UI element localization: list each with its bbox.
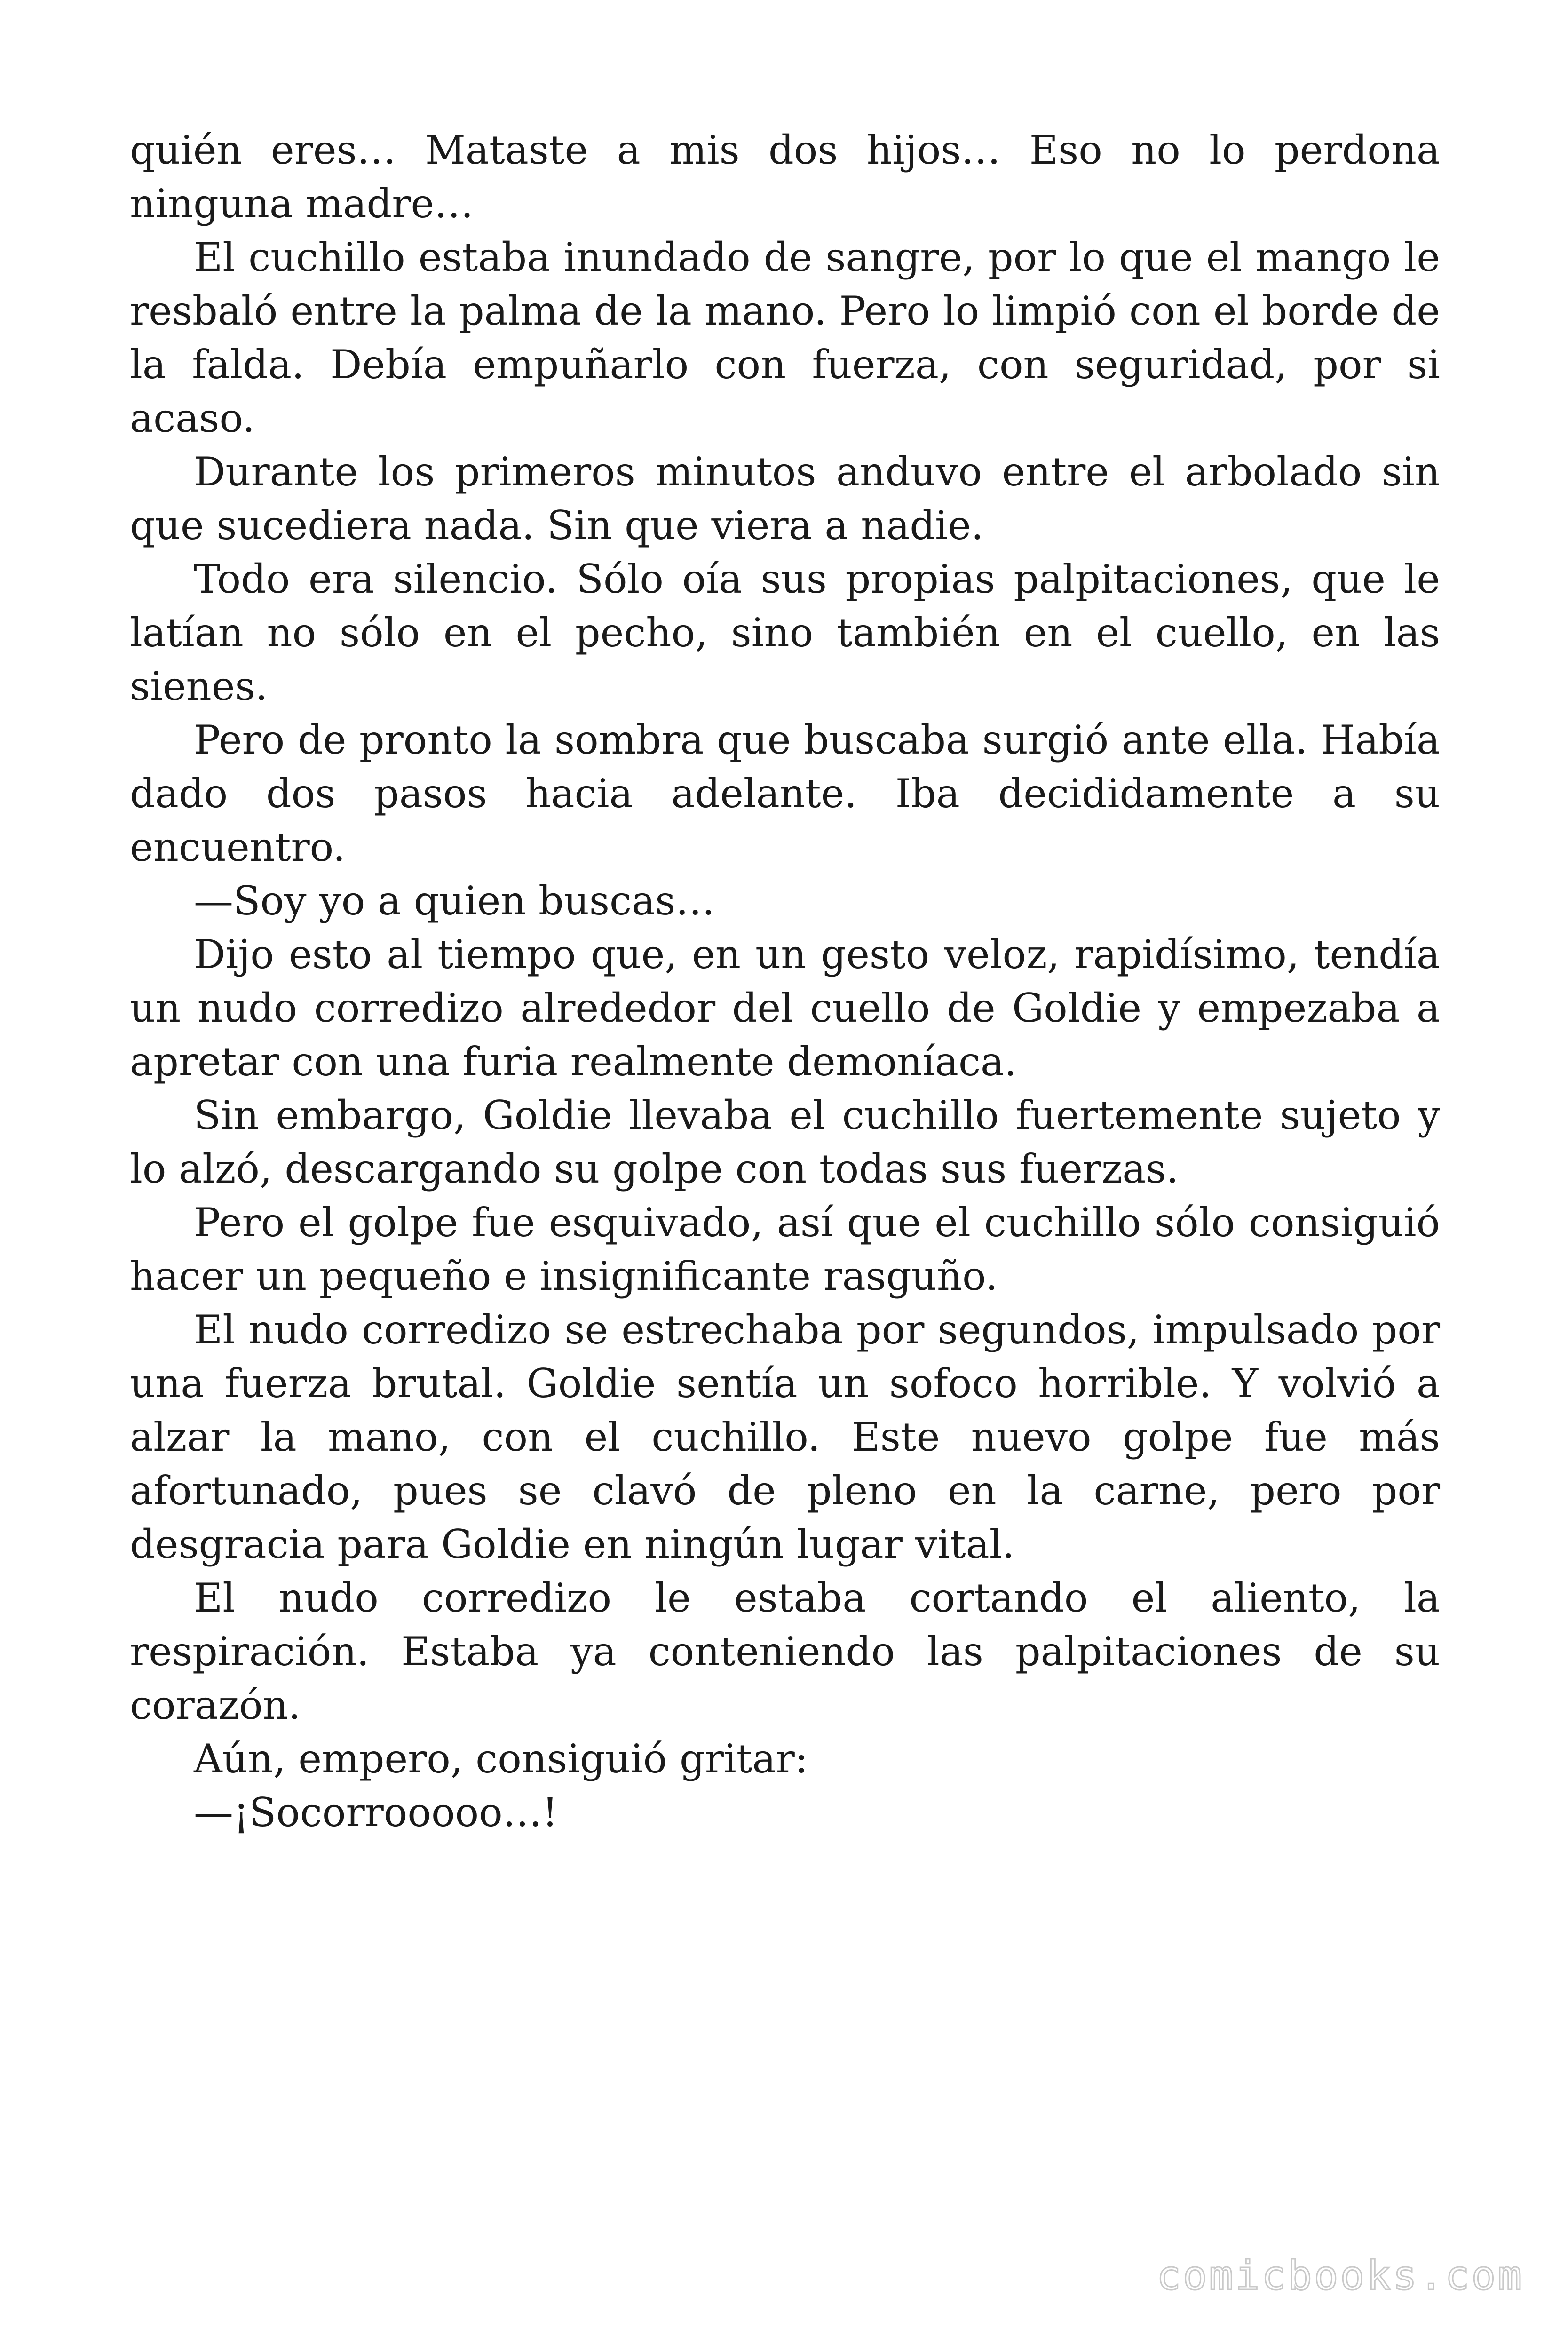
- paragraph-continuation: quién eres… Mataste a mis dos hijos… Eso no lo perdona ninguna madre…: [130, 127, 1440, 227]
- paragraph: Durante los primeros minutos anduvo entre el arbolado sin que sucediera nada. Sin que viera a nadie.: [130, 449, 1440, 548]
- paragraph: Sin embargo, Goldie llevaba el cuchillo fuertemente sujeto y lo alzó, descargando su golpe con todas sus fuerzas.: [130, 1092, 1440, 1192]
- watermark: comicbooks.com: [1156, 2252, 1524, 2299]
- paragraph: El cuchillo estaba inundado de sangre, por lo que el mango le resbaló entre la palma de la mano. Pero lo limpió con el borde de la falda. Debía empuñarlo con fuerza, con seguridad, por si acaso.: [130, 234, 1440, 441]
- paragraph: El nudo corredizo se estrechaba por segundos, impulsado por una fuerza brutal. Goldie sentía un sofoco horrible. Y volvió a alzar la mano, con el cuchillo. Este nuevo golpe fue más afortunado, pues se clavó de pleno en la carne, pero por desgracia para Goldie en ningún lugar vital.: [130, 1307, 1440, 1567]
- paragraph: El nudo corredizo le estaba cortando el aliento, la respiración. Estaba ya conteniendo las palpitaciones de su corazón.: [130, 1575, 1440, 1728]
- body-text: [130, 123, 1440, 1839]
- paragraph: Dijo esto al tiempo que, en un gesto veloz, rapidísimo, tendía un nudo corredizo alrededor del cuello de Goldie y empezaba a apretar con una furia realmente demoníaca.: [130, 931, 1440, 1085]
- dialogue-line: —Soy yo a quien buscas…: [194, 878, 715, 924]
- paragraph: Pero el golpe fue esquivado, así que el cuchillo sólo consiguió hacer un pequeño e insignificante rasguño.: [130, 1200, 1440, 1299]
- paragraph: Todo era silencio. Sólo oía sus propias palpitaciones, que le latían no sólo en el pecho, sino también en el cuello, en las sienes.: [130, 556, 1440, 709]
- paragraph: Aún, empero, consiguió gritar:: [194, 1736, 808, 1782]
- dialogue-line: —¡Socorrooooo…!: [194, 1789, 558, 1836]
- paragraph: Pero de pronto la sombra que buscaba surgió ante ella. Había dado dos pasos hacia adelante. Iba decididamente a su encuentro.: [130, 717, 1440, 870]
